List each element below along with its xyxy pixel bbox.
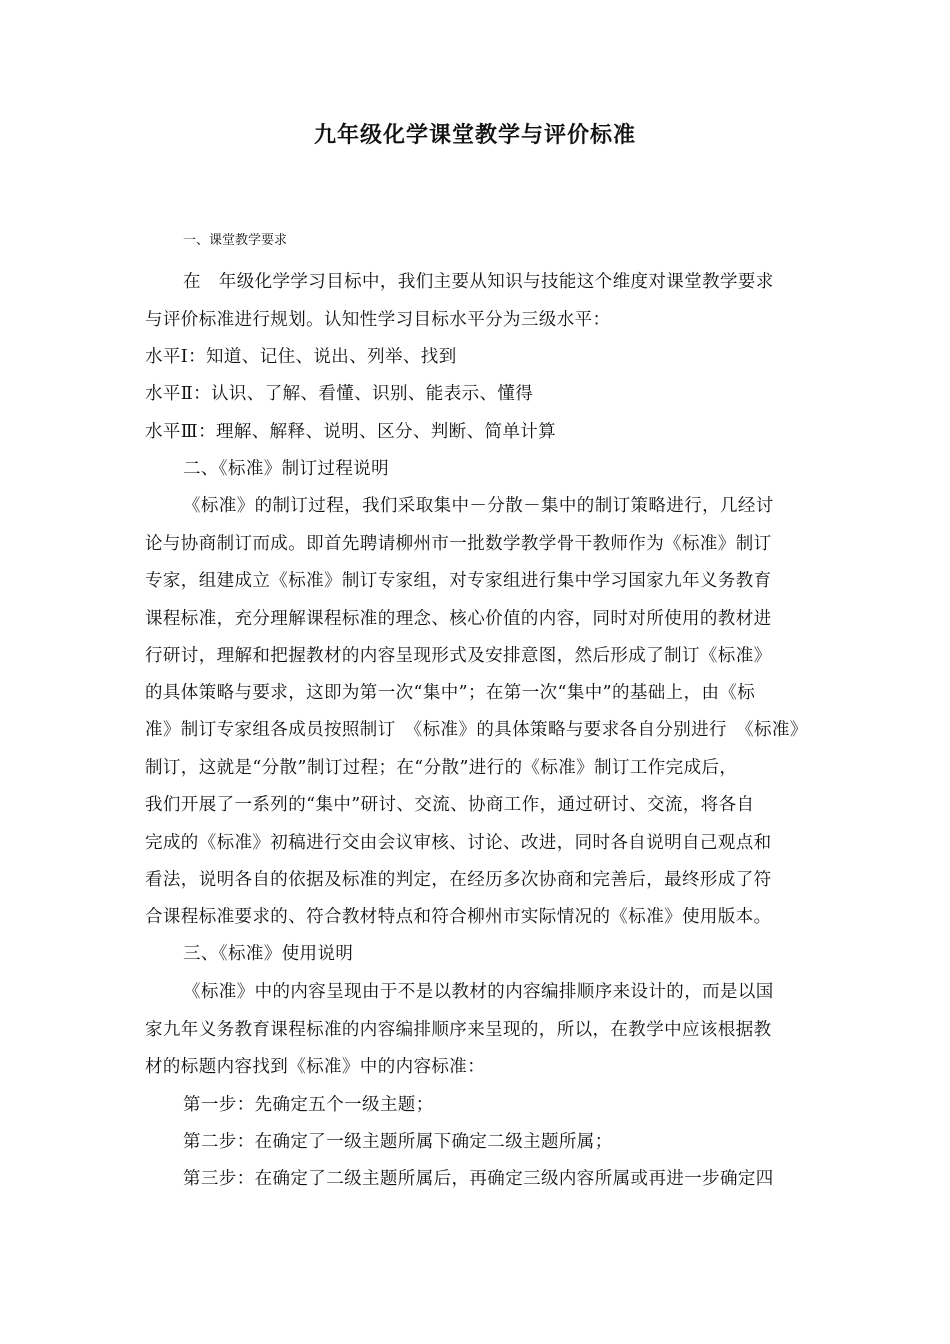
paragraph-line: 专家，组建成立《标准》制订专家组，对专家组进行集中学习国家九年义务教育 [145, 571, 772, 591]
section1-heading-text: 一、课堂教学要求 [183, 233, 288, 248]
paragraph-line: 制订，这就是“分散”制订过程；在“分散”进行的《标准》制订工作完成后， [145, 758, 738, 778]
paragraph-line: 完成的《标准》初稿进行交由会议审核、讨论、改进，同时各自说明自己观点和 [145, 833, 772, 853]
paragraph-line: 我们开展了一系列的“集中”研讨、交流、协商工作，通过研讨、交流，将各自 [145, 795, 755, 815]
paragraph-line: 家九年义务教育课程标准的内容编排顺序来呈现的，所以，在教学中应该根据教 [145, 1020, 772, 1040]
paragraph-line: 《标准》的制订过程，我们采取集中－分散－集中的制订策略进行，几经讨 [183, 496, 774, 516]
document-title: 九年级化学课堂教学与评价标准 [313, 123, 636, 148]
step-item: 第一步：先确定五个一级主题； [183, 1095, 434, 1115]
level-item: 水平Ⅲ：理解、解释、说明、区分、判断、简单计算 [145, 422, 557, 442]
paragraph-line: 论与协商制订而成。即首先聘请柳州市一批数学教学骨干教师作为《标准》制订 [145, 534, 772, 554]
paragraph-line: 准》制订专家组各成员按照制订 《标准》的具体策略与要求各自分别进行 《标准》 [145, 720, 808, 740]
paragraph-line: 《标准》中的内容呈现由于不是以教材的内容编排顺序来设计的，而是以国 [183, 982, 774, 1002]
section2-heading: 二、《标准》制订过程说明 [183, 459, 390, 479]
paragraph-line: 课程标准，充分理解课程标准的理念、核心价值的内容，同时对所使用的教材进 [145, 609, 772, 629]
section1-heading [183, 229, 411, 248]
step-item: 第三步：在确定了二级主题所属后，再确定三级内容所属或再进一步确定四 [183, 1169, 774, 1189]
paragraph-line: 在 年级化学学习目标中，我们主要从知识与技能这个维度对课堂教学要求 [183, 272, 774, 292]
paragraph-line: 看法，说明各自的依据及标准的判定，在经历多次协商和完善后，最终形成了符 [145, 870, 772, 890]
level-item: 水平Ⅱ：认识、了解、看懂、识别、能表示、懂得 [145, 384, 534, 404]
paragraph-line: 材的标题内容找到《标准》中的内容标准： [145, 1057, 486, 1077]
level-item: 水平Ⅰ：知道、记住、说出、列举、找到 [145, 347, 457, 367]
paragraph-line: 与评价标准进行规划。认知性学习目标水平分为三级水平： [145, 310, 611, 330]
paragraph-line: 行研讨，理解和把握教材的内容呈现形式及安排意图，然后形成了制订《标准》 [145, 646, 772, 666]
section3-heading: 三、《标准》使用说明 [183, 944, 354, 964]
paragraph-line: 的具体策略与要求，这即为第一次“集中”；在第一次“集中”的基础上，由《标 [145, 683, 756, 703]
step-item: 第二步：在确定了一级主题所属下确定二级主题所属； [183, 1132, 613, 1152]
paragraph-line: 合课程标准要求的、符合教材特点和符合柳州市实际情况的《标准》使用版本。 [145, 907, 772, 927]
